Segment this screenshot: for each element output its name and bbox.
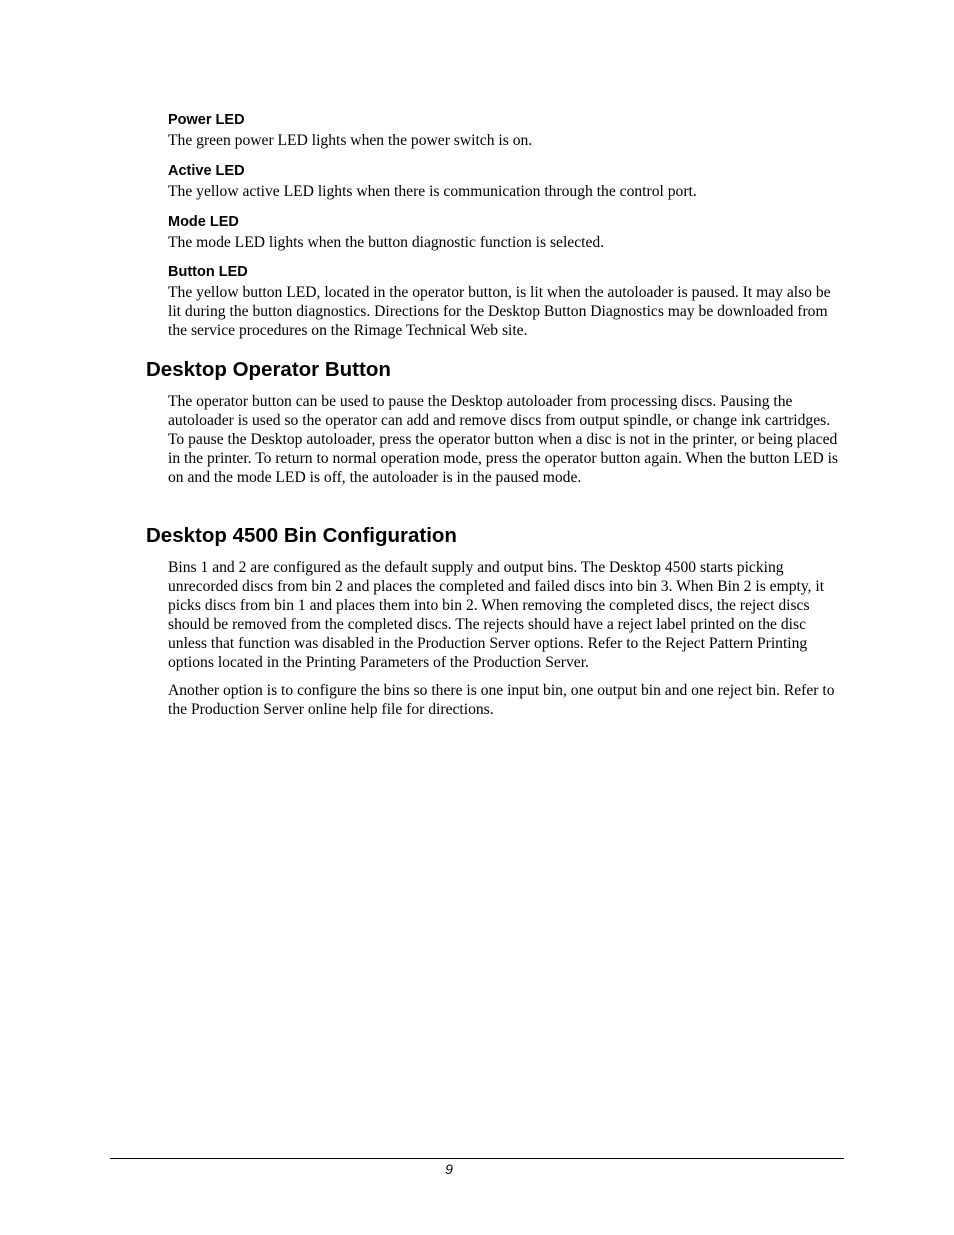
active-led-text: The yellow active LED lights when there is communication through the control port. xyxy=(168,183,697,200)
page-number: 9 xyxy=(445,1161,453,1177)
bin-configuration-paragraph: Bins 1 and 2 are configured as the default supply and output bins. The Desktop 4500 starts picking unrecorded discs from bin 2 and places the completed and failed discs into bin 3. When Bin 2 is empty, it picks discs from bin 1 and places them into bin 2. When removing the completed discs, the reject discs should be removed from the completed discs. The rejects should have a reject label printed on the disc unless that function was disabled in the Production Server options. Refer to the Reject Pattern Printing options located in the Printing Parameters of the Production Server. xyxy=(168,559,825,671)
bin-configuration-section-body xyxy=(168,558,844,719)
active-led-block xyxy=(168,163,844,201)
button-led-block xyxy=(168,264,844,340)
bin-configuration-paragraph: Another option is to configure the bins so there is one input bin, one output bin and one reject bin. Refer to the Production Server online help file for directions. xyxy=(168,682,835,718)
button-led-text: The yellow button LED, located in the operator button, is lit when the autoloader is paused. It may also be lit during the button diagnostics. Directions for the Desktop Button Diagnostics may be downloaded from the service procedures on the Rimage Technical Web site. xyxy=(168,284,831,339)
power-led-text: The green power LED lights when the power switch is on. xyxy=(168,132,533,149)
button-led-heading: Button LED xyxy=(168,264,248,280)
operator-button-paragraph: The operator button can be used to pause the Desktop autoloader from processing discs. Pausing the autoloader is used so the operator can add and remove discs from output spindle, or change ink cartridges. To pause the Desktop autoloader, press the operator button when a disc is not in the printer, or being placed in the printer. To return to normal operation mode, press the operator button again. When the button LED is on and the mode LED is off, the autoloader is in the paused mode. xyxy=(168,393,839,486)
mode-led-text: The mode LED lights when the button diagnostic function is selected. xyxy=(168,234,605,251)
footer-divider xyxy=(110,1158,844,1159)
power-led-block xyxy=(168,112,844,150)
operator-button-section-heading: Desktop Operator Button xyxy=(146,358,391,381)
operator-button-section-body xyxy=(168,392,844,487)
bin-configuration-section-heading: Desktop 4500 Bin Configuration xyxy=(146,524,457,547)
mode-led-block xyxy=(168,214,844,252)
power-led-heading: Power LED xyxy=(168,112,245,128)
mode-led-heading: Mode LED xyxy=(168,214,239,230)
active-led-heading: Active LED xyxy=(168,163,245,179)
